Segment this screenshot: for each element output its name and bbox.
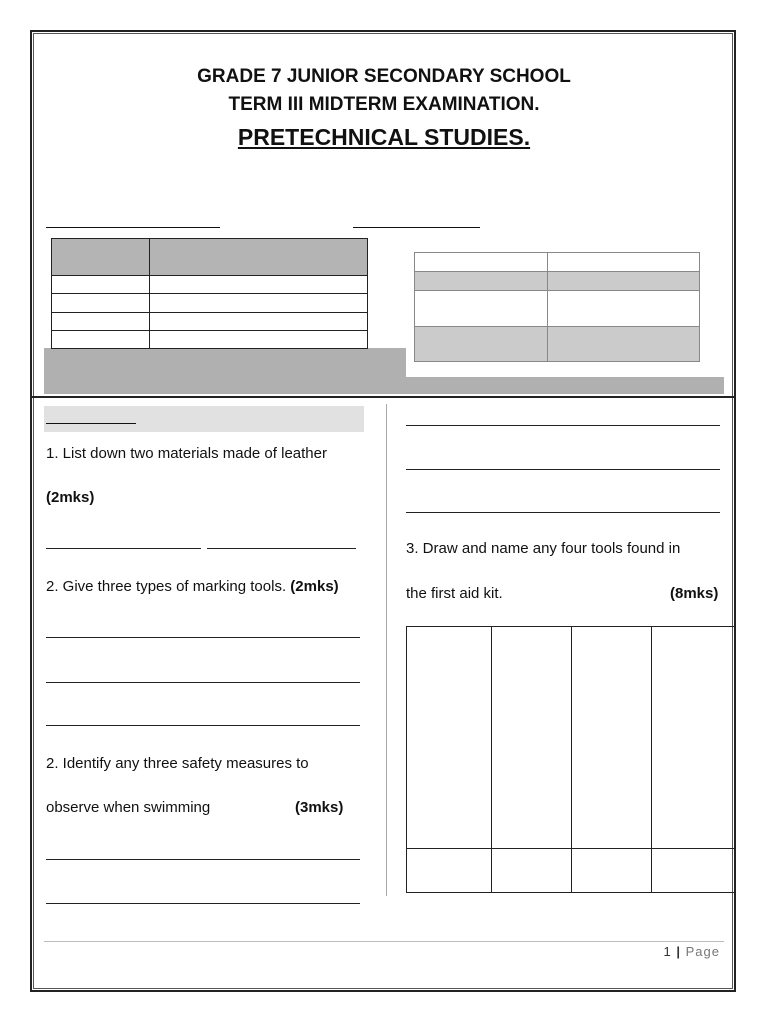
question-3-marks: (3mks)	[295, 799, 344, 816]
question-2-text	[46, 578, 339, 596]
table-cell[interactable]	[548, 253, 700, 272]
table-cell[interactable]	[415, 253, 548, 272]
section-divider	[31, 396, 736, 398]
subject-title: PRETECHNICAL STUDIES.	[237, 124, 531, 150]
table-header-cell	[150, 239, 368, 276]
name-blank[interactable]	[46, 227, 220, 228]
table-cell	[548, 272, 700, 291]
question-3-text-line1: 2. Identify any three safety measures to	[46, 755, 309, 772]
school-title: GRADE 7 JUNIOR SECONDARY SCHOOL	[197, 66, 571, 87]
page-label: Page	[685, 944, 720, 959]
tool-name-cell[interactable]	[572, 849, 652, 893]
table-cell	[415, 272, 548, 291]
table-cell[interactable]	[548, 291, 700, 327]
question-4-text-line1: 3. Draw and name any four tools found in	[406, 540, 681, 557]
table-cell[interactable]	[52, 276, 150, 294]
tool-name-cell[interactable]	[407, 849, 492, 893]
table-cell[interactable]	[150, 330, 368, 348]
shaded-band-left	[44, 348, 406, 394]
table-cell[interactable]	[150, 294, 368, 312]
question-4-marks: (8mks)	[670, 585, 719, 602]
answer-line[interactable]	[207, 548, 356, 549]
drawing-cell[interactable]	[652, 627, 735, 849]
drawing-cell[interactable]	[572, 627, 652, 849]
drawing-table	[406, 626, 735, 893]
section-heading-bar	[44, 406, 364, 432]
marks-summary-table	[414, 252, 700, 362]
table-cell[interactable]	[52, 312, 150, 330]
table-cell	[548, 327, 700, 362]
table-cell[interactable]	[415, 291, 548, 327]
table-cell[interactable]	[150, 276, 368, 294]
exam-title: TERM III MIDTERM EXAMINATION.	[228, 94, 540, 115]
answer-line[interactable]	[46, 637, 360, 638]
table-cell[interactable]	[52, 330, 150, 348]
footer-rule	[44, 941, 724, 942]
answer-line[interactable]	[46, 725, 360, 726]
question-1-marks: (2mks)	[46, 489, 95, 506]
table-cell	[415, 327, 548, 362]
tool-name-cell[interactable]	[652, 849, 735, 893]
admission-blank[interactable]	[353, 227, 480, 228]
column-divider	[386, 404, 387, 896]
page-footer	[664, 944, 721, 959]
section-heading-underline	[46, 423, 136, 424]
drawing-cell[interactable]	[407, 627, 492, 849]
question-1-text: 1. List down two materials made of leather	[46, 445, 327, 462]
drawing-cell[interactable]	[492, 627, 572, 849]
table-cell[interactable]	[150, 312, 368, 330]
question-4-text-line2: the first aid kit.	[406, 585, 503, 602]
answer-line[interactable]	[46, 903, 360, 904]
question-2-label: 2. Give three types of marking tools.	[46, 578, 287, 595]
shaded-band-right	[406, 377, 724, 394]
table-header-cell	[52, 239, 150, 276]
table-cell[interactable]	[52, 294, 150, 312]
answer-line[interactable]	[46, 682, 360, 683]
answer-line[interactable]	[46, 859, 360, 860]
candidate-details-table	[51, 238, 368, 349]
answer-line[interactable]	[46, 548, 201, 549]
answer-line[interactable]	[406, 469, 720, 470]
tool-name-cell[interactable]	[492, 849, 572, 893]
page-number: 1	[663, 944, 672, 959]
question-2-marks: (2mks)	[290, 578, 339, 595]
answer-line[interactable]	[406, 425, 720, 426]
footer-separator: |	[676, 944, 681, 959]
question-3-text-line2: observe when swimming	[46, 799, 211, 816]
answer-line[interactable]	[406, 512, 720, 513]
